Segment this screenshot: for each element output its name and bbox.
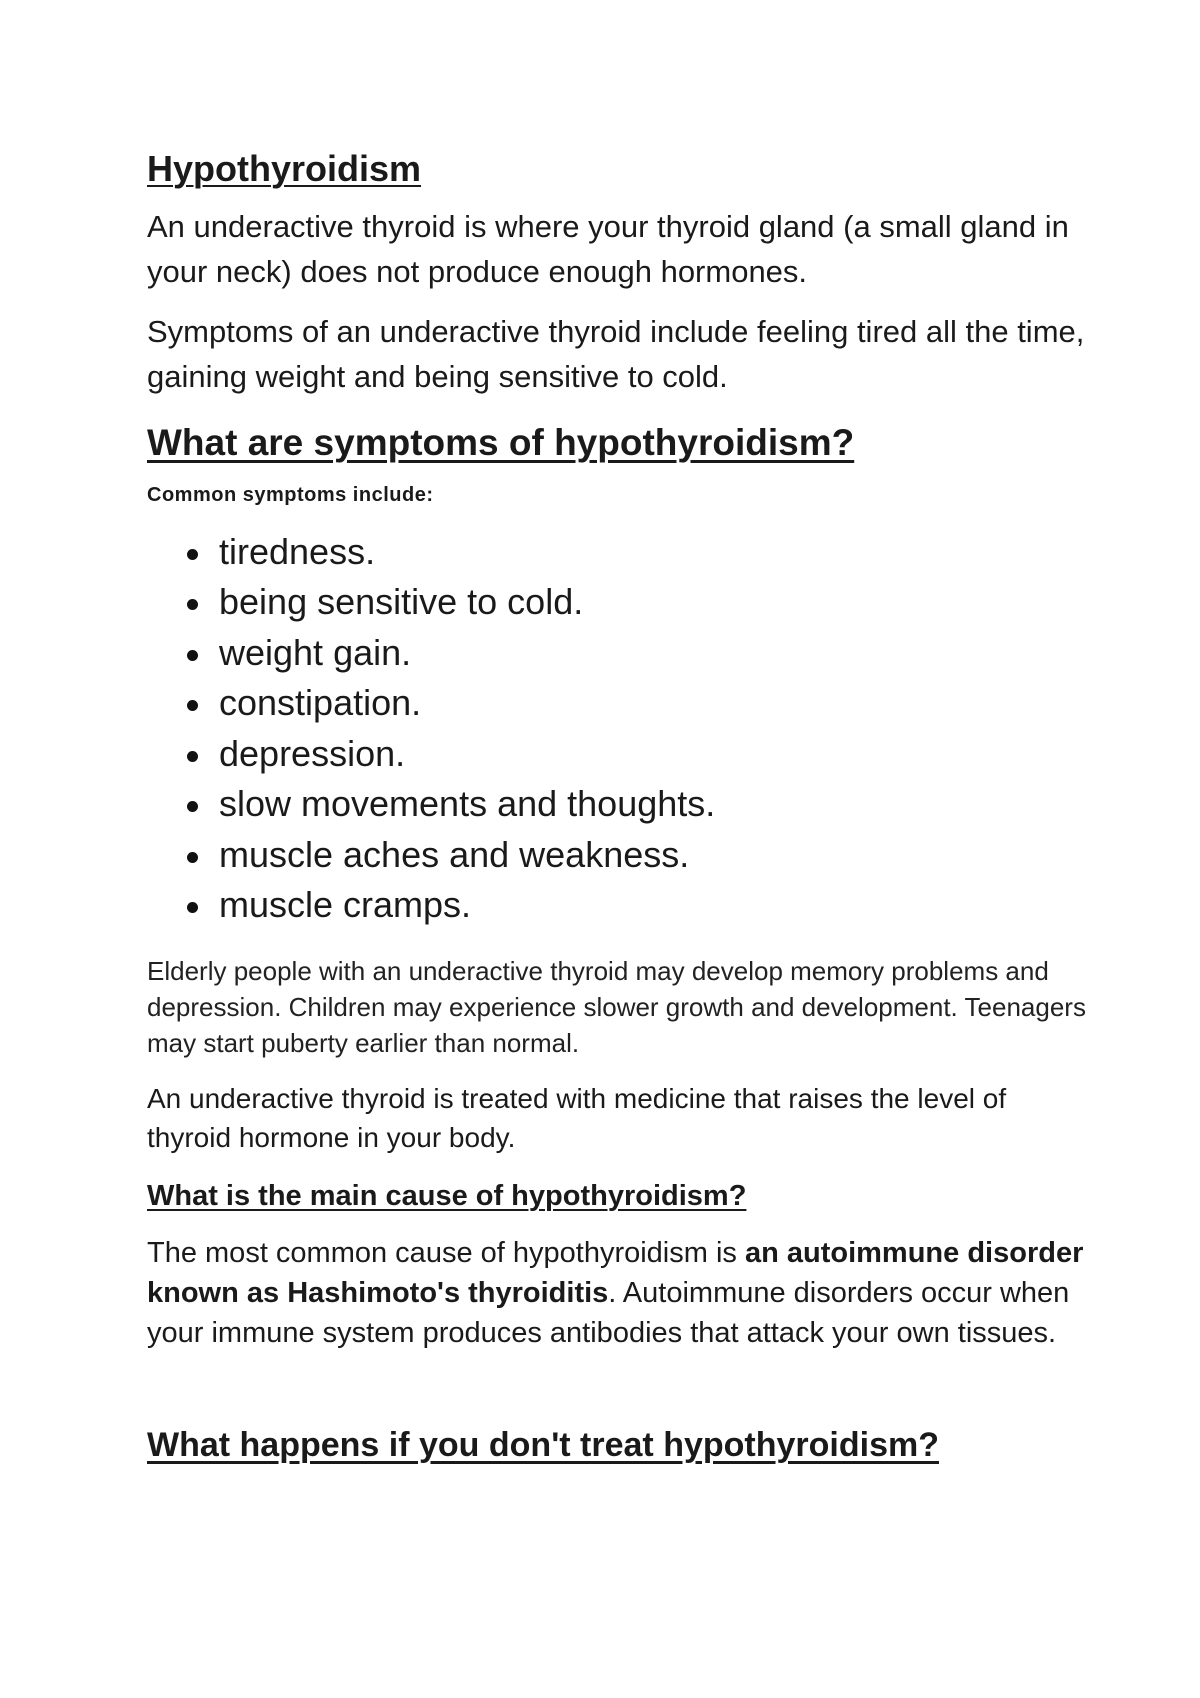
cause-prefix-text: The most common cause of hypothyroidism is	[147, 1237, 745, 1270]
document-page	[147, 147, 1097, 1466]
symptoms-summary-paragraph: Symptoms of an underactive thyroid include feeling tired all the time, gaining weight and being sensitive to cold.	[147, 314, 1085, 395]
document-title: Hypothyroidism	[147, 148, 422, 189]
cause-bold-text: an autoimmune disorder known as Hashimoto's thyroiditis	[147, 1237, 1084, 1310]
symptom-list-item	[147, 880, 1097, 931]
elderly-note-paragraph: Elderly people with an underactive thyroid may develop memory problems and depression. Children may experience slower growth and development. Teenagers may start puberty earlier than normal.	[147, 955, 1086, 1058]
symptom-list-item	[147, 678, 1097, 729]
symptom-list	[147, 527, 1097, 931]
intro-paragraph: An underactive thyroid is where your thyroid gland (a small gland in your neck) does not produce enough hormones.	[147, 209, 1069, 290]
symptom-text: tiredness.	[219, 530, 376, 572]
cause-heading: What is the main cause of hypothyroidism?	[147, 1179, 747, 1212]
symptom-list-item	[147, 729, 1097, 780]
symptom-list-item	[147, 527, 1097, 578]
symptom-text: muscle aches and weakness.	[219, 833, 690, 875]
treatment-paragraph: An underactive thyroid is treated with medicine that raises the level of thyroid hormone in your body.	[147, 1082, 1007, 1153]
common-symptoms-label: Common symptoms include:	[147, 483, 434, 506]
symptom-list-item	[147, 628, 1097, 679]
bullet-icon	[187, 852, 198, 863]
symptom-text: weight gain.	[219, 631, 412, 673]
cause-paragraph	[147, 1233, 1097, 1353]
untreated-heading: What happens if you don't treat hypothyroidism?	[147, 1426, 939, 1465]
symptom-text: muscle cramps.	[219, 884, 472, 926]
bullet-icon	[187, 801, 198, 812]
symptom-list-item	[147, 830, 1097, 881]
bullet-icon	[187, 599, 198, 610]
symptoms-heading: What are symptoms of hypothyroidism?	[147, 422, 855, 464]
bullet-icon	[187, 751, 198, 762]
symptom-text: being sensitive to cold.	[219, 581, 584, 623]
bullet-icon	[187, 549, 198, 560]
symptom-text: slow movements and thoughts.	[219, 783, 716, 825]
cause-suffix-text: . Autoimmune disorders occur when your immune system produces antibodies that attack your own tissues.	[147, 1277, 1070, 1350]
symptom-text: depression.	[219, 732, 406, 774]
bullet-icon	[187, 700, 198, 711]
bullet-icon	[187, 650, 198, 661]
symptom-list-item	[147, 577, 1097, 628]
bullet-icon	[187, 902, 198, 913]
symptom-text: constipation.	[219, 682, 422, 724]
symptom-list-item	[147, 779, 1097, 830]
